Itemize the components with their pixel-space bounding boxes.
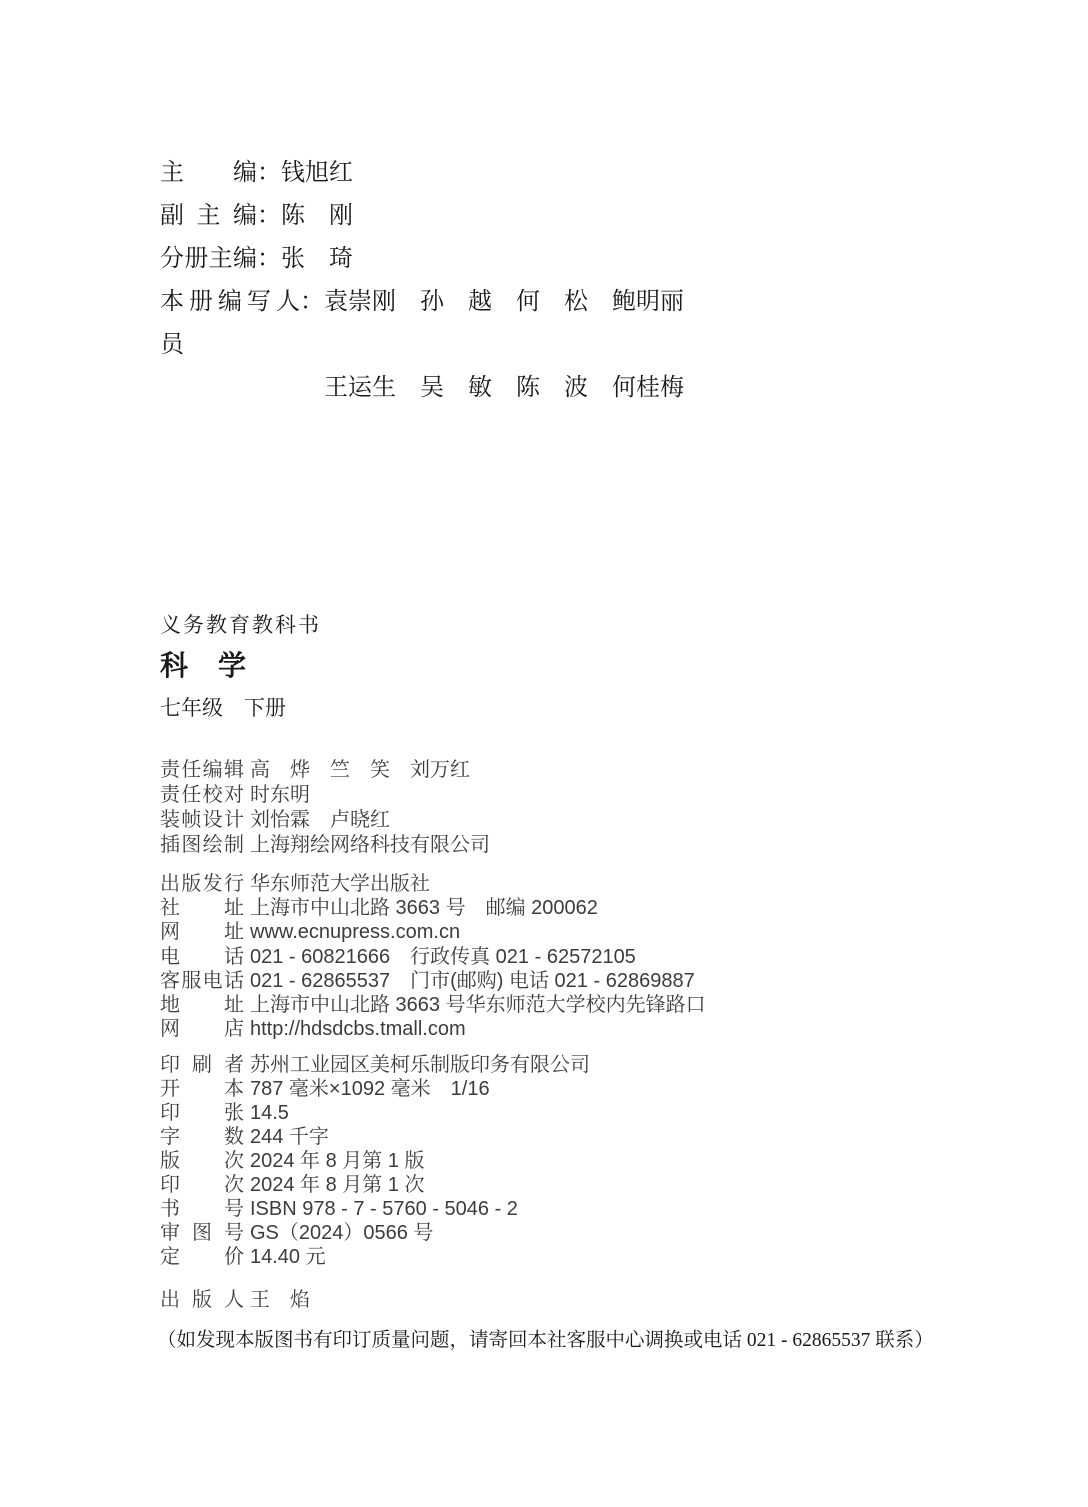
row-value: 上海翔绘网络科技有限公司 bbox=[250, 834, 490, 856]
publisher-row bbox=[160, 1017, 706, 1041]
editor-colon: ： bbox=[257, 246, 281, 272]
publisher-row bbox=[160, 872, 706, 896]
printing-row bbox=[160, 1245, 590, 1269]
row-value: 2024 年 8 月第 1 版 bbox=[250, 1150, 425, 1172]
row-value: 王 焰 bbox=[250, 1289, 310, 1311]
printing-row bbox=[160, 1173, 590, 1197]
row-label: 客服电话 bbox=[160, 969, 244, 992]
editor-row-chief bbox=[160, 152, 684, 195]
editor-names-continuation: 王运生 吴 敏 陈 波 何桂梅 bbox=[324, 375, 684, 401]
editor-names: 张 琦 bbox=[281, 246, 353, 272]
row-label: 定价 bbox=[160, 1246, 244, 1268]
editor-row-deputy bbox=[160, 195, 684, 238]
editor-role-label: 副主编 bbox=[160, 203, 257, 229]
row-label: 装帧设计 bbox=[160, 809, 244, 831]
row-label: 电话 bbox=[160, 945, 244, 968]
row-label: 审图号 bbox=[160, 1222, 244, 1244]
row-value: 021 - 62865537 门市(邮购) 电话 021 - 62869887 bbox=[250, 969, 695, 992]
editor-colon: ： bbox=[257, 203, 281, 229]
editor-names: 钱旭红 bbox=[281, 160, 353, 186]
row-value: 021 - 60821666 行政传真 021 - 62572105 bbox=[250, 945, 636, 968]
printing-row bbox=[160, 1221, 590, 1245]
editors-block bbox=[160, 152, 684, 410]
staff-row bbox=[160, 783, 490, 808]
row-value: 2024 年 8 月第 1 次 bbox=[250, 1174, 425, 1196]
publisher-person-row bbox=[160, 1288, 310, 1313]
book-title: 科 学 bbox=[160, 651, 248, 682]
row-label: 网店 bbox=[160, 1018, 244, 1041]
map-approval-number: GS（2024）0566 号 bbox=[250, 1222, 434, 1244]
store-url: http://hdsdcbs.tmall.com bbox=[250, 1018, 466, 1041]
staff-row bbox=[160, 833, 490, 858]
editor-role-label: 主编 bbox=[160, 160, 257, 186]
row-value: 华东师范大学出版社 bbox=[250, 873, 430, 895]
grade-volume-label: 七年级 下册 bbox=[160, 696, 286, 720]
row-label: 社址 bbox=[160, 897, 244, 920]
row-label: 责任校对 bbox=[160, 784, 244, 806]
row-value: 244 千字 bbox=[250, 1126, 329, 1148]
row-value: 时东明 bbox=[250, 784, 310, 806]
publisher-person-block bbox=[160, 1288, 310, 1313]
printing-row bbox=[160, 1149, 590, 1173]
row-label: 出版人 bbox=[160, 1289, 244, 1311]
editor-names: 陈 刚 bbox=[281, 203, 353, 229]
row-label: 印次 bbox=[160, 1174, 244, 1196]
isbn-number: ISBN 978 - 7 - 5760 - 5046 - 2 bbox=[250, 1198, 518, 1220]
row-value: 14.5 bbox=[250, 1102, 289, 1124]
printing-row bbox=[160, 1197, 590, 1221]
row-value: 上海市中山北路 3663 号华东师范大学校内先锋路口 bbox=[250, 994, 706, 1017]
row-label: 印刷者 bbox=[160, 1054, 244, 1076]
staff-row bbox=[160, 808, 490, 833]
row-label: 出版发行 bbox=[160, 873, 244, 895]
quality-notice: （如发现本版图书有印订质量问题，请寄回本社客服中心调换或电话 021 - 62865537 联系） bbox=[157, 1330, 934, 1351]
editor-role-label: 分册主编 bbox=[160, 246, 257, 272]
website-url: www.ecnupress.com.cn bbox=[250, 921, 461, 944]
row-label: 开本 bbox=[160, 1078, 244, 1100]
row-label: 书号 bbox=[160, 1198, 244, 1220]
series-title: 义务教育教科书 bbox=[160, 613, 321, 637]
publisher-row bbox=[160, 993, 706, 1017]
row-label: 插图绘制 bbox=[160, 834, 244, 856]
row-label: 网址 bbox=[160, 921, 244, 944]
editor-row-writers bbox=[160, 281, 684, 367]
printing-row bbox=[160, 1101, 590, 1125]
row-value: 787 毫米×1092 毫米 1/16 bbox=[250, 1078, 490, 1100]
printing-row bbox=[160, 1077, 590, 1101]
row-value: 苏州工业园区美柯乐制版印务有限公司 bbox=[250, 1054, 590, 1076]
staff-block bbox=[160, 758, 490, 858]
row-value: 高 烨 竺 笑 刘万红 bbox=[250, 759, 470, 781]
publisher-row bbox=[160, 969, 706, 993]
row-label: 地址 bbox=[160, 994, 244, 1017]
printing-block bbox=[160, 1053, 590, 1269]
row-value: 刘怡霖 卢晓红 bbox=[250, 809, 390, 831]
editor-row-volume bbox=[160, 238, 684, 281]
editor-colon: ： bbox=[300, 289, 324, 315]
title-block bbox=[160, 612, 321, 722]
price-value: 14.40 元 bbox=[250, 1246, 326, 1268]
row-label: 字数 bbox=[160, 1126, 244, 1148]
publisher-block bbox=[160, 872, 706, 1041]
publisher-row bbox=[160, 920, 706, 944]
printing-row bbox=[160, 1053, 590, 1077]
editor-colon: ： bbox=[257, 160, 281, 186]
staff-row bbox=[160, 758, 490, 783]
publisher-row bbox=[160, 945, 706, 969]
row-label: 版次 bbox=[160, 1150, 244, 1172]
row-value: 上海市中山北路 3663 号 邮编 200062 bbox=[250, 897, 598, 920]
row-label: 责任编辑 bbox=[160, 759, 244, 781]
editor-role-label: 本册编写人员 bbox=[160, 289, 300, 358]
printing-row bbox=[160, 1125, 590, 1149]
row-label: 印张 bbox=[160, 1102, 244, 1124]
publisher-row bbox=[160, 896, 706, 920]
editor-names: 袁崇刚 孙 越 何 松 鲍明丽 bbox=[324, 289, 684, 315]
